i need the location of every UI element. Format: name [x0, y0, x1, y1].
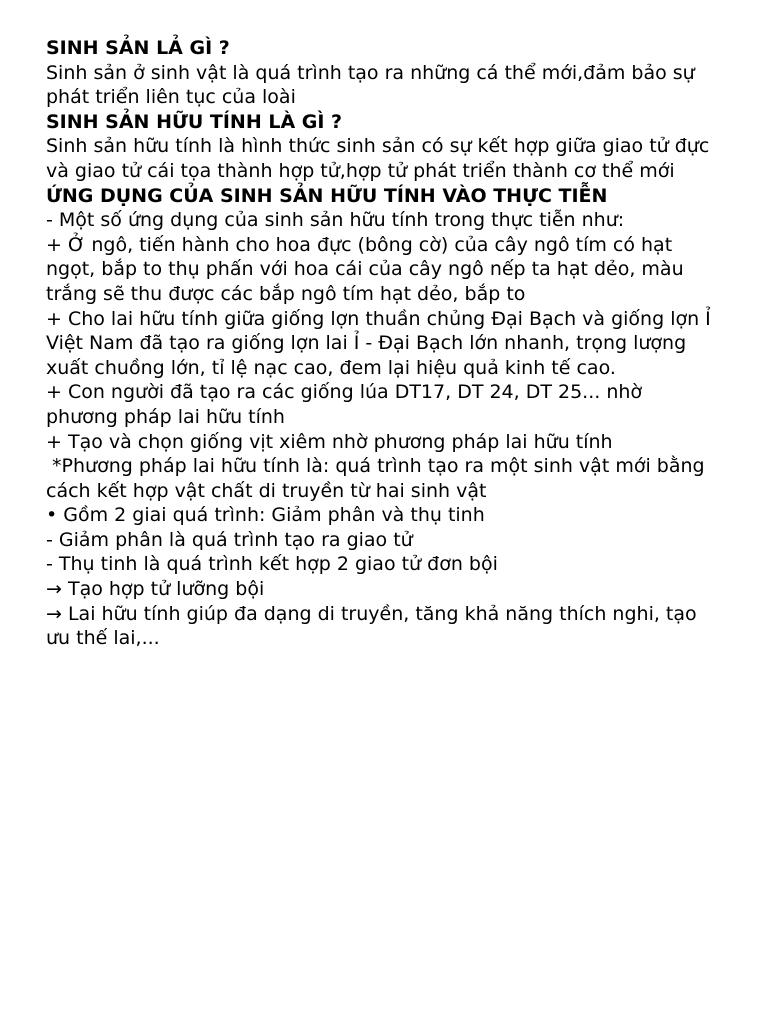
text-line: cách kết hợp vật chất di truyền từ hai sinh vật: [46, 479, 487, 502]
note-body: [46, 36, 758, 651]
text-line: • Gồm 2 giai quá trình: Giảm phân và thụ tinh: [46, 504, 485, 527]
text-line: phát triển liên tục của loài: [46, 86, 296, 109]
text-line: → Lai hữu tính giúp đa dạng di truyền, tăng khả năng thích nghi, tạo: [46, 602, 697, 625]
text-line: ưu thế lai,...: [46, 627, 160, 650]
text-line: + Con người đã tạo ra các giống lúa DT17, DT 24, DT 25... nhờ: [46, 381, 643, 404]
text-line: Việt Nam đã tạo ra giống lợn lai Ỉ - Đại Bạch lớn nhanh, trọng lượng: [46, 332, 687, 355]
text-line: phương pháp lai hữu tính: [46, 405, 285, 428]
text-line: → Tạo hợp tử lưỡng bội: [46, 578, 265, 601]
text-line: - Một số ứng dụng của sinh sản hữu tính trong thực tiễn như:: [46, 209, 625, 232]
section-heading: SINH SẢN HỮU TÍNH LÀ GÌ ?: [46, 110, 343, 133]
text-line: *Phương pháp lai hữu tính là: quá trình tạo ra một sinh vật mới bằng: [46, 455, 705, 478]
text-line: - Giảm phân là quá trình tạo ra giao tử: [46, 528, 413, 551]
text-line: + Cho lai hữu tính giữa giống lợn thuần chủng Đại Bạch và giống lợn Ỉ: [46, 307, 711, 330]
text-line: Sinh sản hữu tính là hình thức sinh sản có sự kết hợp giữa giao tử đực: [46, 135, 710, 158]
text-line: - Thụ tinh là quá trình kết hợp 2 giao tử đơn bội: [46, 553, 498, 576]
text-line: và giao tử cái tọa thành hợp tử,hợp tử phát triển thành cơ thể mới: [46, 159, 675, 182]
text-line: ngọt, bắp to thụ phấn với hoa cái của cây ngô nếp ta hạt dẻo, màu: [46, 258, 684, 281]
section-heading: ỨNG DỤNG CỦA SINH SẢN HỮU TÍNH VÀO THỰC TIỄN: [46, 184, 608, 207]
text-line: + Tạo và chọn giống vịt xiêm nhờ phương pháp lai hữu tính: [46, 430, 613, 453]
text-line: + Ở ngô, tiến hành cho hoa đực (bông cờ) của cây ngô tím có hạt: [46, 233, 673, 256]
text-line: xuất chuồng lớn, tỉ lệ nạc cao, đem lại hiệu quả kinh tế cao.: [46, 356, 616, 379]
text-line: trắng sẽ thu được các bắp ngô tím hạt dẻo, bắp to: [46, 282, 526, 305]
text-line: Sinh sản ở sinh vật là quá trình tạo ra những cá thể mới,đảm bảo sự: [46, 61, 695, 84]
section-heading: SINH SẢN LẢ GÌ ?: [46, 37, 230, 59]
